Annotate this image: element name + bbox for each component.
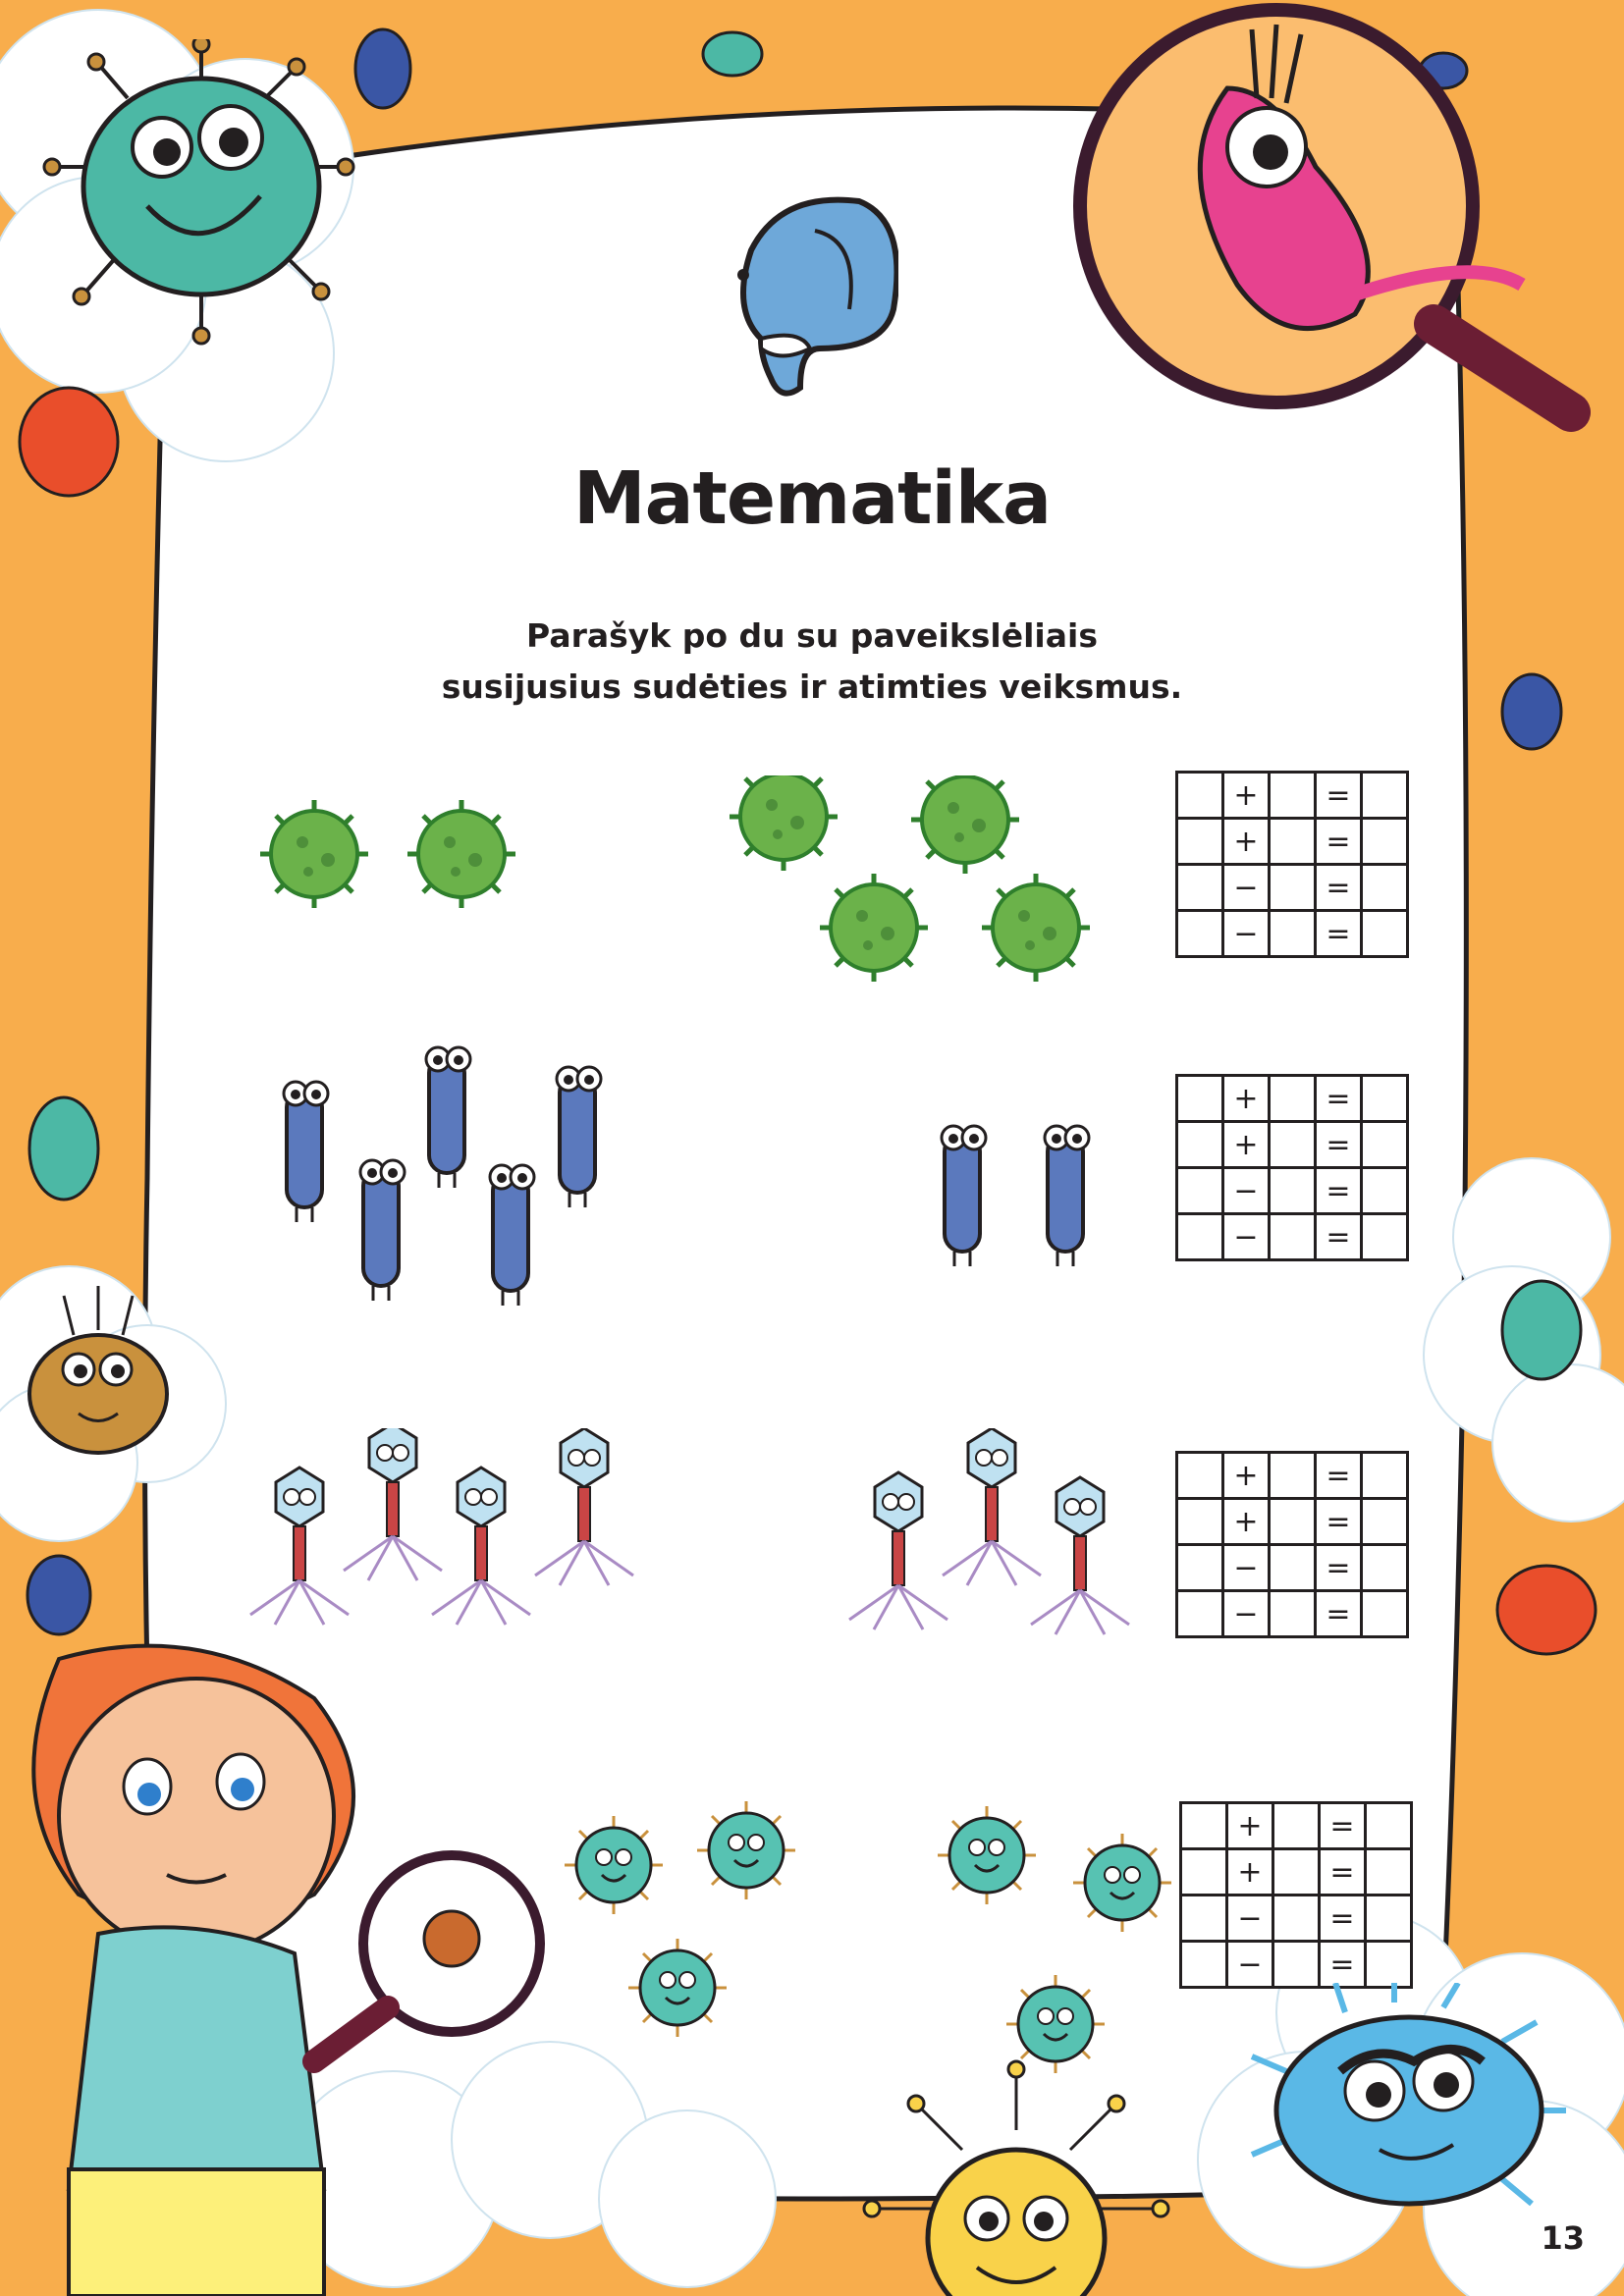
answer-grid-1: + = + = − = − =: [1175, 771, 1409, 958]
answer-grid-4: + = + = − = − =: [1179, 1801, 1413, 1989]
page-number: 13: [1541, 2219, 1585, 2257]
instruction-line-2: susijusius sudėties ir atimties veiksmus.: [441, 667, 1183, 706]
answer-grid-2: + = + = − = − =: [1175, 1074, 1409, 1261]
answer-grid-3: + = + = − = − =: [1175, 1451, 1409, 1638]
brown-germ: [20, 1276, 177, 1463]
blue-germ: [1247, 1983, 1571, 2228]
elephant-icon: [722, 191, 898, 407]
green-virus: [407, 800, 515, 908]
page-title: Matematika: [572, 456, 1052, 541]
yellow-germ: [854, 2052, 1178, 2296]
instruction-line-1: Parašyk po du su paveikslėliais: [526, 616, 1098, 655]
instructions: [0, 611, 1624, 713]
girl-with-magnifier: [0, 1639, 589, 2296]
magnifier-pink-germ: [1060, 0, 1624, 452]
green-virus: [730, 775, 838, 871]
row-1-creatures: [245, 775, 1129, 991]
green-virus: [820, 874, 928, 982]
row-2-creatures: [265, 1045, 1110, 1310]
row-4-creatures: [550, 1787, 1198, 2081]
row-3-creatures: [245, 1428, 1159, 1654]
green-virus: [911, 775, 1019, 874]
teal-germ-mascot: [39, 39, 363, 363]
green-virus: [982, 874, 1090, 982]
green-virus: [260, 800, 368, 908]
